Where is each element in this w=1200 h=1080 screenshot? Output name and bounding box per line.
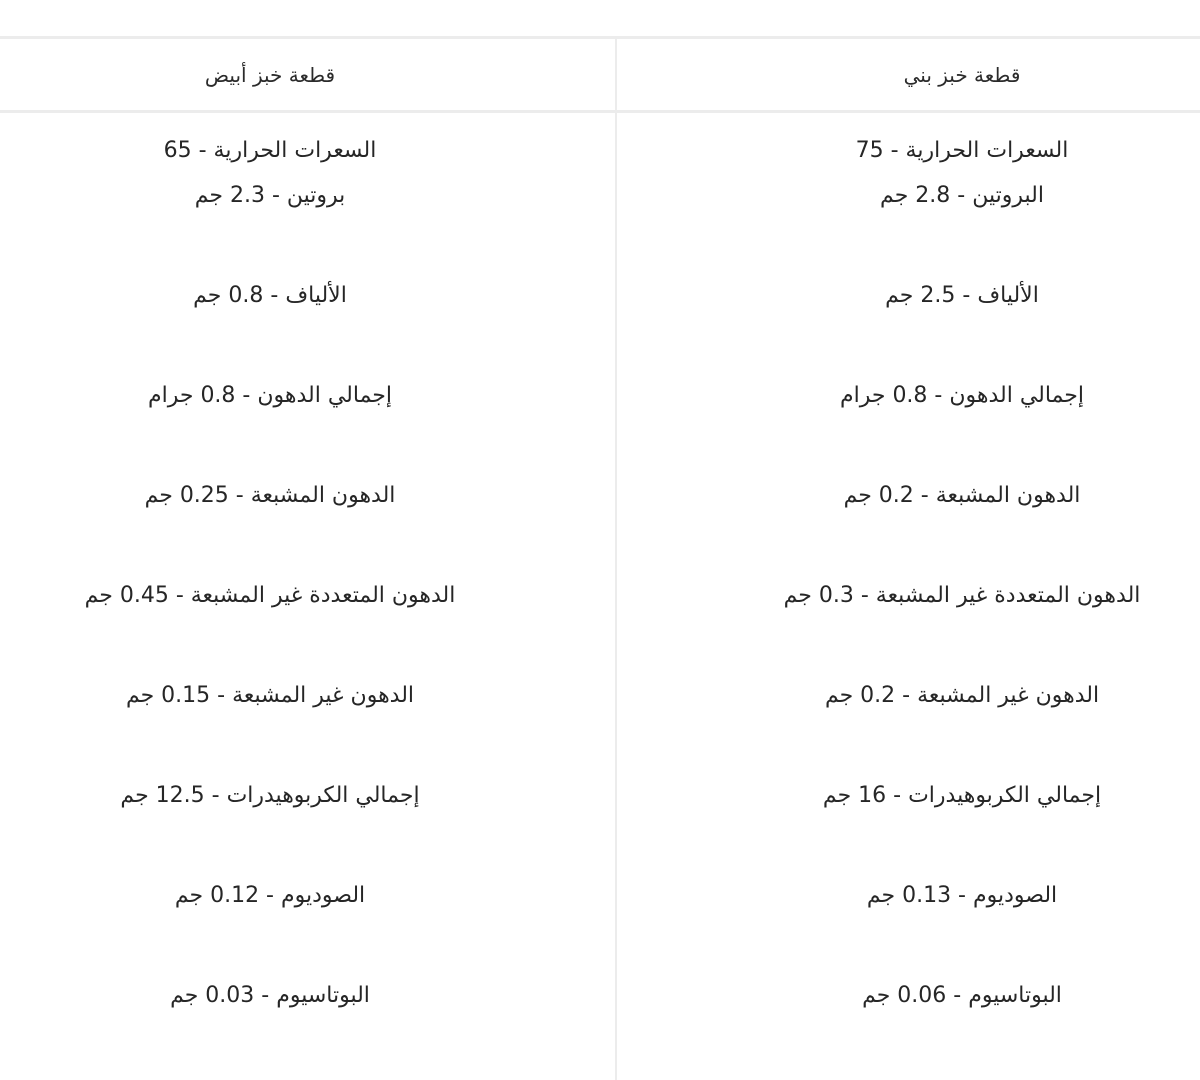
column-header-white-bread: قطعة خبز أبيض <box>204 62 336 87</box>
column-brown-bread <box>617 39 1200 1080</box>
nutrient-unsat-fat: الدهون غير المشبعة - 0.2 جم <box>824 683 1100 708</box>
nutrient-fiber: الألياف - 0.8 جم <box>193 283 347 308</box>
nutrient-total-fat: إجمالي الدهون - 0.8 جرام <box>839 383 1085 408</box>
nutrient-calories: السعرات الحرارية - 75 <box>855 138 1069 163</box>
column-header-brown-bread: قطعة خبز بني <box>903 62 1021 87</box>
nutrient-protein: بروتين - 2.3 جم <box>194 183 346 208</box>
nutrient-saturated-fat: الدهون المشبعة - 0.2 جم <box>843 483 1081 508</box>
nutrient-unsat-fat: الدهون غير المشبعة - 0.15 جم <box>125 683 415 708</box>
nutrient-fiber: الألياف - 2.5 جم <box>885 283 1039 308</box>
nutrient-potassium: البوتاسيوم - 0.03 جم <box>170 983 370 1008</box>
nutrient-calories: السعرات الحرارية - 65 <box>163 138 377 163</box>
nutrient-saturated-fat: الدهون المشبعة - 0.25 جم <box>144 483 396 508</box>
column-white-bread <box>0 39 615 1080</box>
nutrient-sodium: الصوديوم - 0.12 جم <box>174 883 366 908</box>
nutrient-carbohydrates: إجمالي الكربوهيدرات - 16 جم <box>822 783 1102 808</box>
nutrient-total-fat: إجمالي الدهون - 0.8 جرام <box>147 383 393 408</box>
nutrient-polyunsat-fat: الدهون المتعددة غير المشبعة - 0.3 جم <box>783 583 1141 608</box>
nutrient-potassium: البوتاسيوم - 0.06 جم <box>862 983 1062 1008</box>
nutrient-polyunsat-fat: الدهون المتعددة غير المشبعة - 0.45 جم <box>84 583 456 608</box>
nutrient-carbohydrates: إجمالي الكربوهيدرات - 12.5 جم <box>120 783 420 808</box>
nutrient-sodium: الصوديوم - 0.13 جم <box>866 883 1058 908</box>
nutrient-protein: البروتين - 2.8 جم <box>880 183 1044 208</box>
